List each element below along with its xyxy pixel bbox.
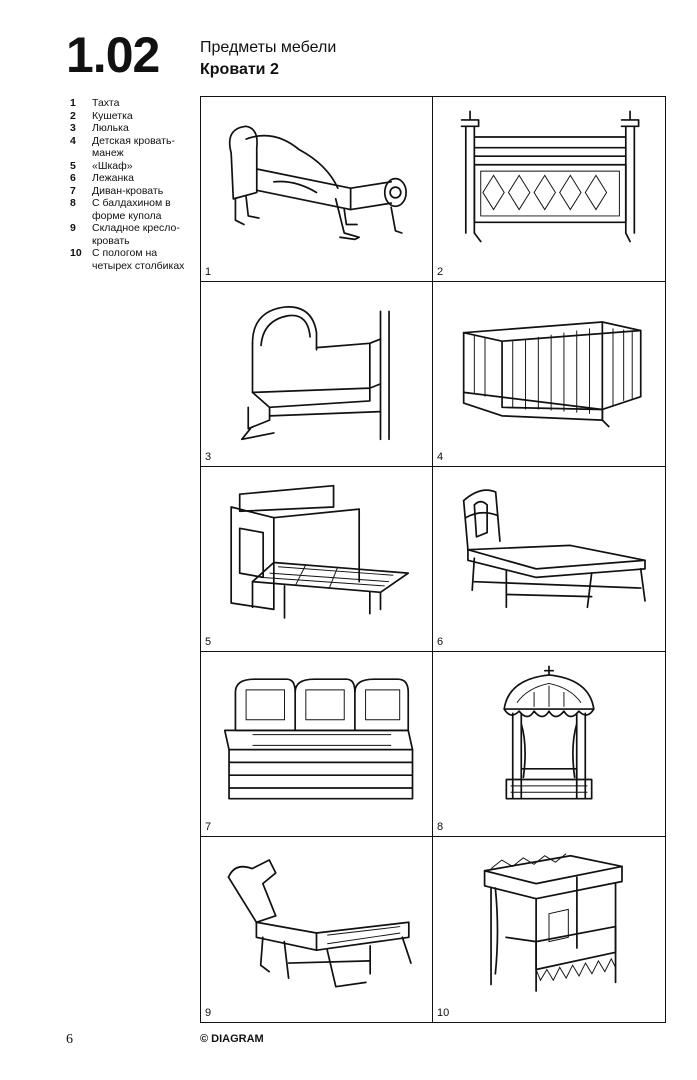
figure-number: 6 <box>437 636 444 648</box>
folding-chair-bed-icon <box>209 845 424 1006</box>
legend-label: Кушетка <box>92 109 133 122</box>
figure-number: 5 <box>205 636 212 648</box>
legend-label: Люлька <box>92 122 129 134</box>
legend-number: 8 <box>70 197 76 209</box>
figure-number: 9 <box>205 1007 212 1019</box>
domed-canopy-bed-icon <box>441 660 657 820</box>
legend-item <box>70 160 195 173</box>
hooded-cradle-icon <box>209 290 424 450</box>
legend-number: 5 <box>70 159 76 172</box>
figure-cell <box>201 467 433 652</box>
legend-item <box>70 247 195 272</box>
crib-icon <box>441 290 657 450</box>
figure-cell <box>433 652 665 837</box>
legend-number: 7 <box>70 184 76 197</box>
figure-number: 3 <box>205 451 212 463</box>
legend-number: 4 <box>70 134 76 147</box>
cabinet-bed-icon <box>209 475 424 635</box>
legend-label: С пологом на четырех столбиках <box>92 247 185 272</box>
figure-number: 4 <box>437 451 444 463</box>
legend-number: 9 <box>70 222 76 234</box>
legend-item <box>70 222 195 247</box>
figure-cell <box>433 282 665 467</box>
figure-cell <box>433 837 665 1022</box>
legend-label: Складное кресло-кровать <box>92 222 180 247</box>
legend-number: 10 <box>70 247 82 259</box>
figure-number: 7 <box>205 821 212 833</box>
legend-item <box>70 110 195 123</box>
copyright-notice: © DIAGRAM <box>200 1033 264 1045</box>
figure-cell <box>201 282 433 467</box>
legend-number: 6 <box>70 172 76 184</box>
figure-number: 8 <box>437 821 444 833</box>
chaise-daybed-icon <box>209 105 424 265</box>
legend-number: 1 <box>70 97 76 109</box>
four-poster-bed-icon <box>441 845 657 1006</box>
legend-item <box>70 172 195 185</box>
figure-cell <box>433 97 665 282</box>
legend-label: С балдахином в форме купола <box>92 197 171 222</box>
legend-number: 2 <box>70 109 76 122</box>
legend-label: «Шкаф» <box>92 159 133 172</box>
figure-cell <box>201 97 433 282</box>
sofa-bed-icon <box>209 660 424 820</box>
legend-item <box>70 122 195 135</box>
legend-item <box>70 135 195 160</box>
figure-legend <box>70 97 195 272</box>
figure-number: 2 <box>437 266 444 278</box>
figure-number: 10 <box>437 1007 450 1019</box>
legend-label: Детская кровать-манеж <box>92 134 175 159</box>
section-number: 1.02 <box>66 27 160 83</box>
day-bed-icon <box>441 475 657 635</box>
figure-number: 1 <box>205 266 212 278</box>
section-title: Предметы мебели <box>200 39 337 56</box>
legend-item <box>70 185 195 198</box>
legend-label: Тахта <box>92 97 120 109</box>
figure-grid <box>200 96 666 1023</box>
carved-bed-icon <box>441 105 657 265</box>
legend-label: Диван-кровать <box>92 184 164 197</box>
legend-number: 3 <box>70 122 76 134</box>
legend-item <box>70 97 195 110</box>
figure-cell <box>433 467 665 652</box>
figure-cell <box>201 652 433 837</box>
section-subtitle: Кровати 2 <box>200 61 279 78</box>
figure-cell <box>201 837 433 1022</box>
legend-item <box>70 197 195 222</box>
page-number: 6 <box>66 1032 73 1047</box>
legend-label: Лежанка <box>92 172 134 184</box>
